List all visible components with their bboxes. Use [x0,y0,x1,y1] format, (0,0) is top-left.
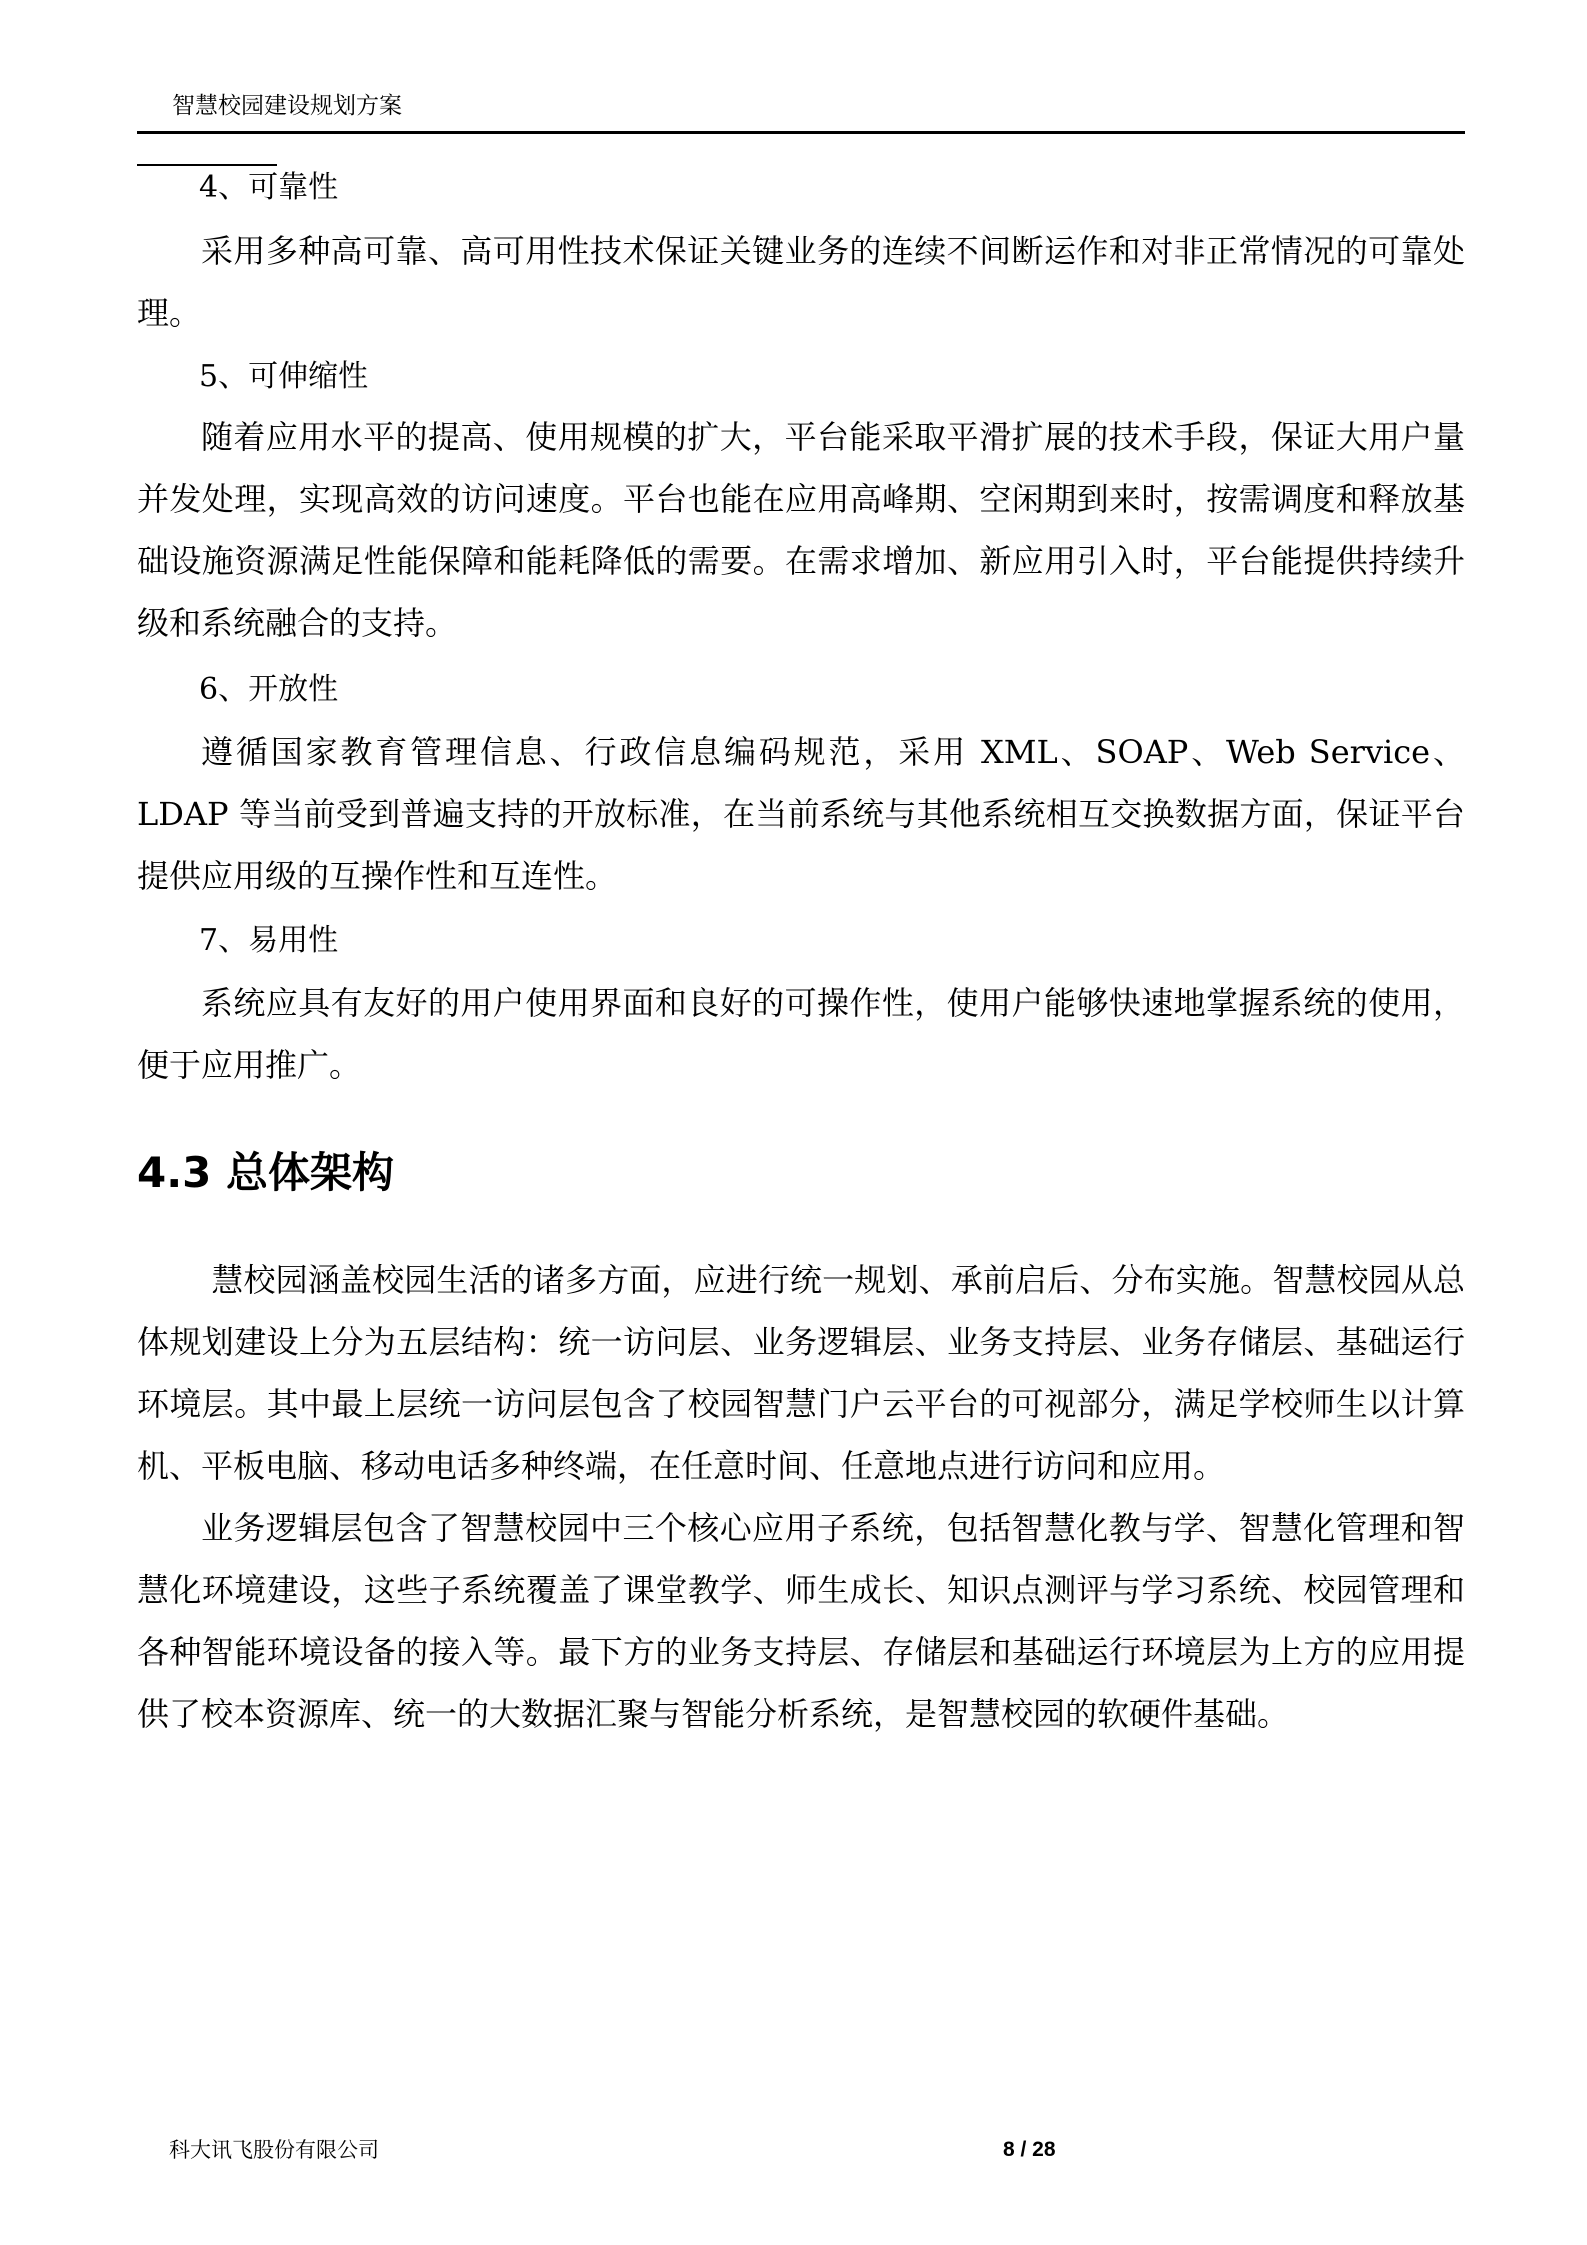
paragraph-architecture-1: 慧校园涵盖校园生活的诸多方面，应进行统一规划、承前启后、分布实施。智慧校园从总体规划建设上分为五层结构：统一访问层、业务逻辑层、业务支持层、业务存储层、基础运行环境层。其中最上层统一访问层包含了校园智慧门户云平台的可视部分，满足学校师生以计算机、平板电脑、移动电话多种终端，在任意时间、任意地点进行访问和应用。 [137,1261,1465,1485]
paragraph-usability [137,972,1465,1096]
footer-company: 科大讯飞股份有限公司 [169,2138,379,2162]
paragraph-reliability [137,220,1465,344]
paragraph-text: 遵循国家教育管理信息、行政信息编码规范，采用 XML、SOAP、Web Service、LDAP 等当前受到普遍支持的开放标准，在当前系统与其他系统相互交换数据方面，保证平台提供应用级的互操作性和互连性。 [137,733,1465,895]
subheading-scalability: 5、可伸缩性 [199,359,369,394]
subheading-usability: 7、易用性 [199,923,339,958]
paragraph-text: 系统应具有友好的用户使用界面和良好的可操作性，使用户能够快速地掌握系统的使用，便于应用推广。 [137,984,1465,1084]
paragraph-text: 采用多种高可靠、高可用性技术保证关键业务的连续不间断运作和对非正常情况的可靠处理。 [137,232,1465,332]
header-divider [137,131,1465,134]
paragraph-scalability [137,406,1465,654]
subheading-reliability: 4、可靠性 [199,170,339,205]
section-heading: 4.3 总体架构 [137,1148,395,1197]
paragraph-text: 随着应用水平的提高、使用规模的扩大，平台能采取平滑扩展的技术手段，保证大用户量并发处理，实现高效的访问速度。平台也能在应用高峰期、空闲期到来时，按需调度和释放基础设施资源满足性能保障和能耗降低的需要。在需求增加、新应用引入时，平台能提供持续升级和系统融合的支持。 [137,418,1465,642]
paragraph-architecture-2: 业务逻辑层包含了智慧校园中三个核心应用子系统，包括智慧化教与学、智慧化管理和智慧化环境建设，这些子系统覆盖了课堂教学、师生成长、知识点测评与学习系统、校园管理和各种智能环境设备的接入等。最下方的业务支持层、存储层和基础运行环境层为上方的应用提供了校本资源库、统一的大数据汇聚与智能分析系统，是智慧校园的软硬件基础。 [137,1509,1465,1733]
paragraph-openness [137,721,1465,907]
running-header-title: 智慧校园建设规划方案 [172,93,402,119]
architecture-body [137,1249,1465,1745]
page-number: 8 / 28 [1003,2138,1056,2161]
subheading-openness: 6、开放性 [199,672,339,707]
